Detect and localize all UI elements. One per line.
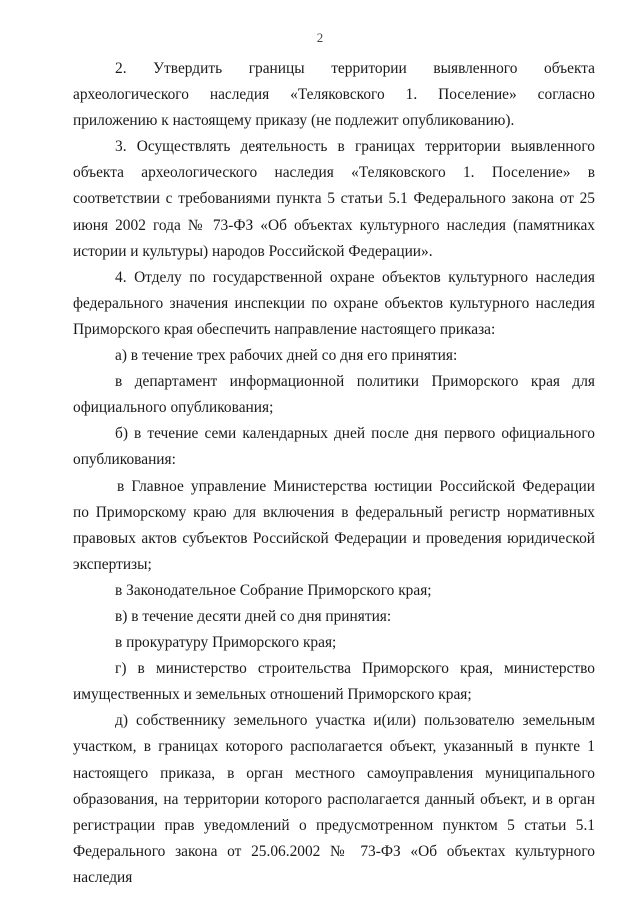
paragraph-item-b: б) в течение семи календарных дней после дня первого официального опубликования: xyxy=(73,425,595,469)
paragraph-carry-out-activity: 3. Осуществлять деятельность в границах территории выявленного объекта археологического наследия «Теляковского 1. Поселение» в соответствии с требованиями пункта 5 статьи 5.1 Федерального закона от 25 июня 2002 года № 73-ФЗ «Об объектах культурного наследия (памятниках истории и культуры) народов Российской Федерации». xyxy=(73,138,595,260)
paragraph-department-ensure: 4. Отделу по государственной охране объектов культурного наследия федерального значения инспекции по охране объектов культурного наследия Приморского края обеспечить направление настоящего приказа: xyxy=(73,268,595,338)
paragraph-item-g: г) в министерство строительства Приморского края, министерство имущественных и земельных отношений Приморского края; xyxy=(73,660,595,704)
paragraph-ministry-of-justice: в Главное управление Министерства юстиции Российской Федерации по Приморскому краю для включения в федеральный регистр нормативных правовых актов субъектов Российской Федерации и проведения юридической экспертизы; xyxy=(73,477,595,573)
paragraph-info-policy-department: в департамент информационной политики Приморского края для официального опубликования; xyxy=(73,373,595,417)
paragraph-item-a: а) в течение трех рабочих дней со дня его принятия: xyxy=(115,347,458,365)
page-number: 2 xyxy=(316,30,324,45)
paragraph-prosecutor: в прокуратуру Приморского края; xyxy=(115,634,337,652)
document-body xyxy=(73,56,595,891)
paragraph-approve-boundaries: 2. Утвердить границы территории выявленного объекта археологического наследия «Теляковского 1. Поселение» согласно приложению к настоящему приказу (не подлежит опубликованию). xyxy=(73,60,595,130)
paragraph-item-d: д) собственнику земельного участка и(или) пользователю земельным участком, в границах которого располагается объект, указанный в пункте 1 настоящего приказа, в орган местного самоуправления муниципального образования, на территории которого располагается данный объект, и в орган регистрации прав уведомлений о предусмотренном пунктом 5 статьи 5.1 Федерального закона от 25.06.2002 № 73-ФЗ «Об объектах культурного наследия xyxy=(73,712,595,886)
paragraph-legislative-assembly: в Законодательное Собрание Приморского края; xyxy=(115,581,432,599)
paragraph-item-v: в) в течение десяти дней со дня принятия: xyxy=(115,607,392,625)
